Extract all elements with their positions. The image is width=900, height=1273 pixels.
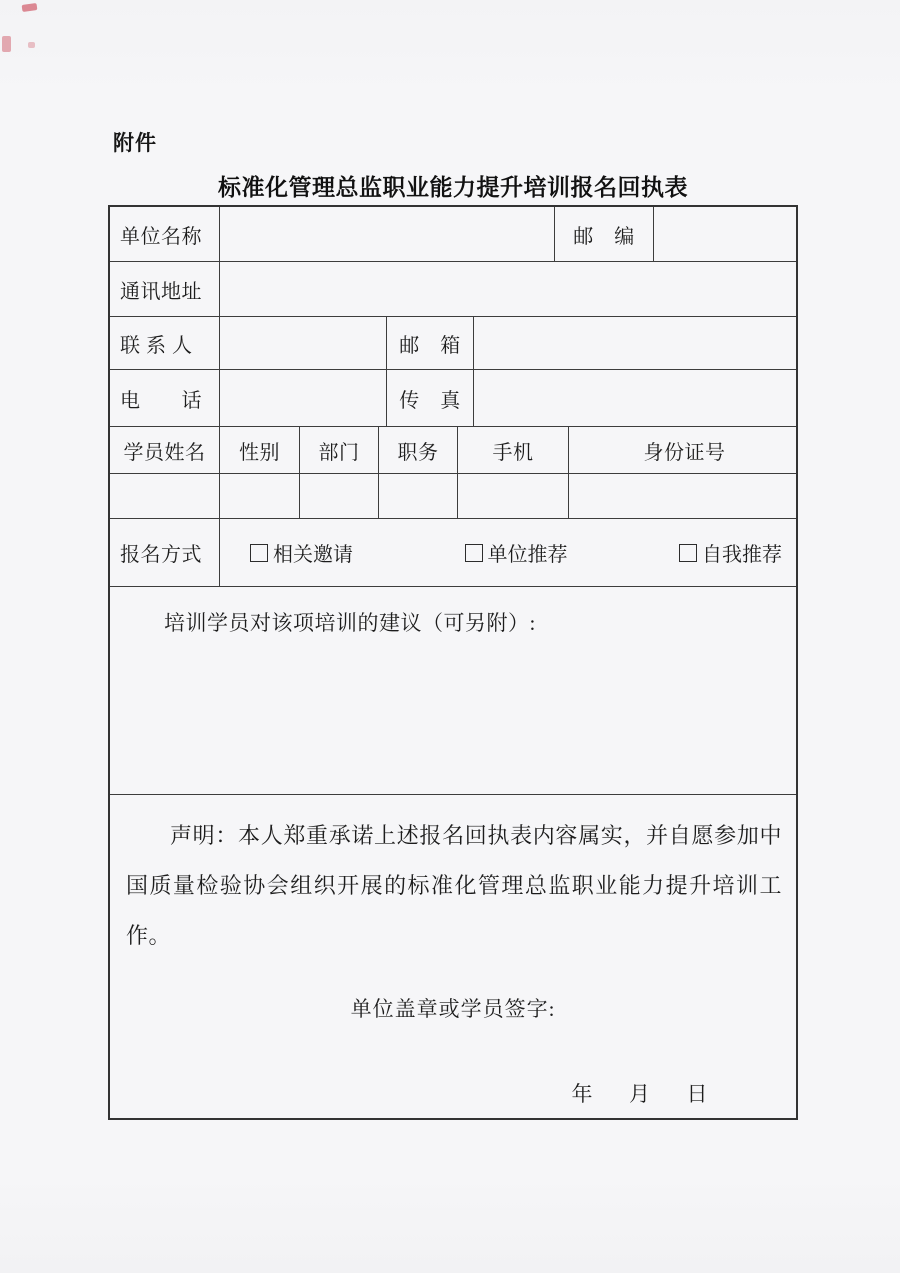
gender-input[interactable] (220, 474, 300, 518)
row-registration-method (110, 519, 796, 587)
signature-label: 单位盖章或学员签字: (350, 997, 556, 1021)
declaration-cell (110, 795, 796, 1118)
fax-label: 传 真 (387, 370, 474, 426)
id-number-header: 身份证号 (643, 441, 726, 464)
department-input[interactable] (300, 474, 379, 518)
student-name-input[interactable] (110, 474, 220, 518)
red-scan-artifact (2, 36, 11, 52)
unit-name-label: 单位名称 (110, 207, 220, 261)
student-name-header: 学员姓名 (110, 427, 220, 473)
phone-input[interactable] (220, 370, 387, 426)
registration-form-table (108, 205, 798, 1120)
mobile-header: 手机 (458, 427, 569, 473)
row-suggestions (110, 587, 796, 795)
phone-label: 电 话 (110, 370, 220, 426)
address-input[interactable] (220, 262, 796, 316)
position-input[interactable] (379, 474, 458, 518)
row-phone (110, 370, 796, 427)
checkbox-icon[interactable] (465, 544, 483, 562)
row-student-entry (110, 474, 796, 519)
address-label: 通讯地址 (110, 262, 220, 316)
postal-code-input[interactable] (654, 207, 800, 261)
department-header: 部门 (300, 427, 379, 473)
row-declaration (110, 795, 796, 1118)
postal-code-label: 邮 编 (555, 207, 654, 261)
unit-name-input[interactable] (220, 207, 555, 261)
date-year-label: 年 (571, 1082, 593, 1106)
email-input[interactable] (474, 317, 800, 369)
option-unit-recommend-label: 单位推荐 (487, 544, 568, 566)
position-header: 职务 (379, 427, 458, 473)
page-title: 标准化管理总监职业能力提升培训报名回执表 (218, 174, 688, 200)
date-month-label: 月 (629, 1082, 651, 1106)
option-invited-label: 相关邀请 (273, 544, 353, 566)
option-self-recommend[interactable] (679, 538, 782, 567)
id-number-input[interactable] (569, 474, 800, 518)
date-day-label: 日 (686, 1082, 708, 1106)
registration-options (220, 519, 796, 586)
attachment-label: 附件 (113, 132, 157, 155)
suggestions-area[interactable] (110, 587, 796, 794)
gender-header: 性别 (220, 427, 300, 473)
row-student-headers (110, 427, 796, 474)
option-self-recommend-label: 自我推荐 (702, 544, 782, 566)
contact-label: 联 系 人 (110, 317, 220, 369)
row-address (110, 262, 796, 317)
row-contact (110, 317, 796, 370)
fax-input[interactable] (474, 370, 800, 426)
row-unit-name (110, 207, 796, 262)
suggestions-label: 培训学员对该项培训的建议（可另附）: (164, 611, 536, 635)
checkbox-icon[interactable] (679, 544, 697, 562)
date-line (572, 1078, 709, 1108)
email-label: 邮 箱 (387, 317, 474, 369)
option-invited[interactable] (250, 538, 353, 567)
registration-method-label: 报名方式 (110, 519, 220, 586)
mobile-input[interactable] (458, 474, 569, 518)
declaration-text: 声明：本人郑重承诺上述报名回执表内容属实，并自愿参加中国质量检验协会组织开展的标准化管理总监职业能力提升培训工作。 (126, 823, 782, 948)
red-scan-artifact (28, 42, 35, 48)
checkbox-icon[interactable] (250, 544, 268, 562)
contact-input[interactable] (220, 317, 387, 369)
option-unit-recommend[interactable] (465, 538, 568, 567)
